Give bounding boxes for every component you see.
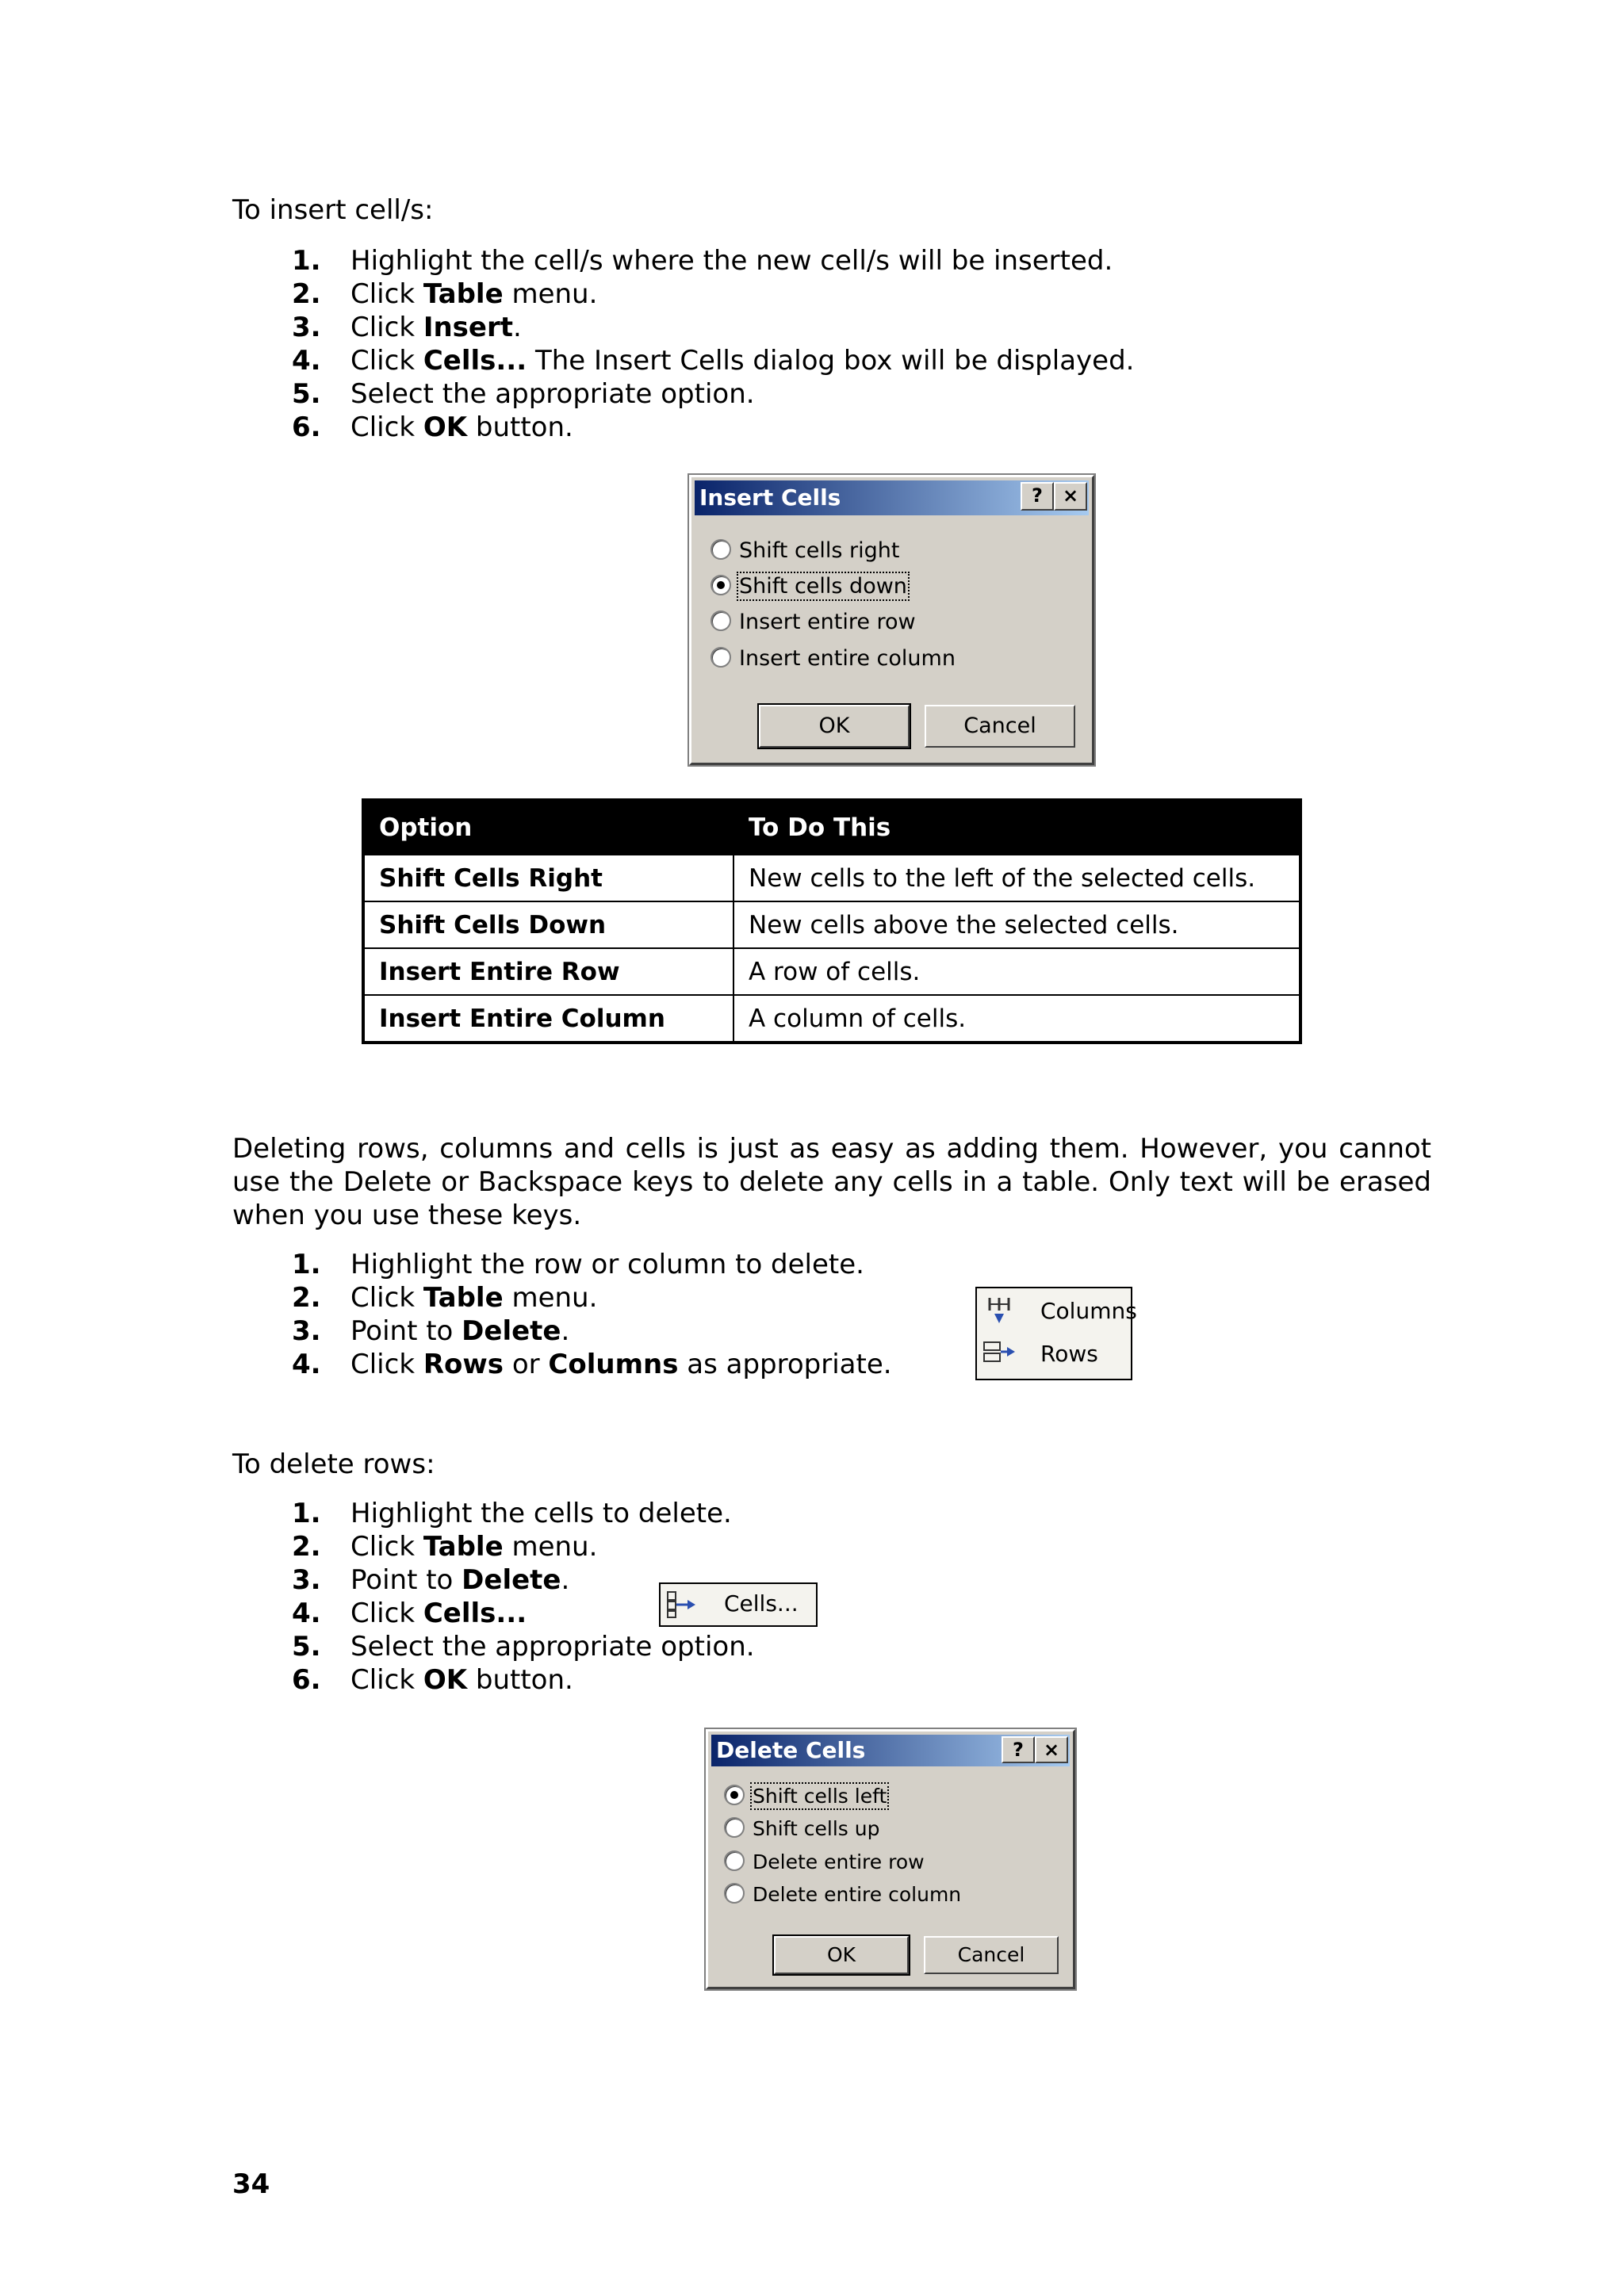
menu-item-cells[interactable]: [659, 1582, 818, 1627]
description-cell: New cells to the left of the selected cells.: [733, 855, 1300, 901]
radio-shift-cells-down[interactable]: Shift cells down: [710, 573, 907, 600]
insert-step: 3. Click Insert.: [292, 312, 522, 343]
radio-insert-entire-column[interactable]: Insert entire column: [710, 645, 956, 672]
delete-step: 4. Click Rows or Columns as appropriate.: [292, 1349, 892, 1380]
delete-step: 1. Highlight the row or column to delete.: [292, 1249, 864, 1280]
insert-step: 2. Click Table menu.: [292, 278, 598, 310]
ok-button[interactable]: OK: [759, 705, 910, 748]
close-button[interactable]: ×: [1054, 482, 1087, 511]
option-cell: Shift Cells Right: [363, 855, 733, 901]
delete-cells-step: 1. Highlight the cells to delete.: [292, 1498, 732, 1529]
insert-step: 4. Click Cells... The Insert Cells dialog box will be displayed.: [292, 345, 1135, 377]
description-cell: A column of cells.: [733, 995, 1300, 1043]
delete-cells-step: 3. Point to Delete.: [292, 1564, 570, 1596]
cancel-button[interactable]: Cancel: [925, 705, 1075, 748]
delete-cells-dialog: [706, 1729, 1075, 1989]
delete-row-column-steps: [292, 1248, 892, 1381]
insert-step: 6. Click OK button.: [292, 411, 573, 443]
radio-selected-icon: [724, 1785, 745, 1805]
delete-cells-step: 2. Click Table menu.: [292, 1531, 598, 1563]
radio-shift-cells-left[interactable]: Shift cells left: [724, 1783, 887, 1810]
delete-cells-step: 4. Click Cells...: [292, 1598, 527, 1629]
menu-item-label: Rows: [1040, 1341, 1098, 1367]
close-button[interactable]: ×: [1035, 1736, 1068, 1763]
table-row: [363, 995, 1300, 1043]
radio-delete-entire-column[interactable]: Delete entire column: [724, 1881, 961, 1908]
radio-shift-cells-up[interactable]: Shift cells up: [724, 1816, 879, 1843]
radio-delete-entire-row[interactable]: Delete entire row: [724, 1849, 925, 1876]
delete-rows-intro: To delete rows:: [232, 1448, 435, 1480]
radio-icon: [710, 647, 731, 668]
insert-cells-dialog: [689, 475, 1094, 765]
radio-shift-cells-right[interactable]: Shift cells right: [710, 538, 900, 564]
help-button[interactable]: ?: [1021, 482, 1054, 511]
delete-step: 2. Click Table menu.: [292, 1282, 598, 1314]
table-row: [363, 948, 1300, 995]
menu-item-label: Columns: [1040, 1298, 1137, 1324]
radio-icon: [724, 1817, 745, 1838]
delete-submenu: [975, 1287, 1137, 1380]
table-row: [363, 855, 1300, 901]
delete-step: 3. Point to Delete.: [292, 1315, 570, 1347]
delete-cells-step: 5. Select the appropriate option.: [292, 1631, 755, 1663]
cancel-button[interactable]: Cancel: [924, 1936, 1059, 1974]
insert-steps: [292, 244, 1134, 444]
radio-icon: [724, 1883, 745, 1904]
radio-icon: [710, 610, 731, 631]
ok-button[interactable]: OK: [774, 1936, 909, 1974]
dialog-title: Delete Cells: [716, 1737, 866, 1763]
table-row: [363, 901, 1300, 948]
radio-selected-icon: [710, 575, 731, 595]
delete-cells-icon: [665, 1589, 700, 1621]
description-cell: A row of cells.: [733, 948, 1300, 995]
menu-item-label: Cells...: [724, 1590, 799, 1617]
option-cell: Insert Entire Column: [363, 995, 733, 1043]
table-header-row: [363, 800, 1300, 855]
radio-icon: [724, 1850, 745, 1871]
insert-step: 5. Select the appropriate option.: [292, 378, 755, 410]
radio-icon: [710, 539, 731, 560]
dialog-title: Insert Cells: [699, 484, 841, 511]
help-button[interactable]: ?: [1002, 1736, 1035, 1763]
insert-step: 1. Highlight the cell/s where the new cell/s will be inserted.: [292, 245, 1113, 277]
radio-insert-entire-row[interactable]: Insert entire row: [710, 609, 916, 636]
delete-columns-icon: [982, 1295, 1017, 1326]
delete-paragraph: Deleting rows, columns and cells is just as easy as adding them. However, you cannot use the Delete or Backspace keys to delete any cells in a table. Only text will be erased when you use these keys.: [232, 1133, 1431, 1231]
description-cell: New cells above the selected cells.: [733, 901, 1300, 948]
column-header: To Do This: [733, 800, 1300, 855]
delete-cells-step: 6. Click OK button.: [292, 1664, 573, 1696]
option-cell: Insert Entire Row: [363, 948, 733, 995]
option-cell: Shift Cells Down: [363, 901, 733, 948]
column-header: Option: [363, 800, 733, 855]
delete-rows-icon: [982, 1337, 1017, 1369]
options-table: [362, 798, 1302, 1044]
insert-intro: To insert cell/s:: [232, 194, 434, 226]
page-number: 34: [232, 2168, 270, 2200]
